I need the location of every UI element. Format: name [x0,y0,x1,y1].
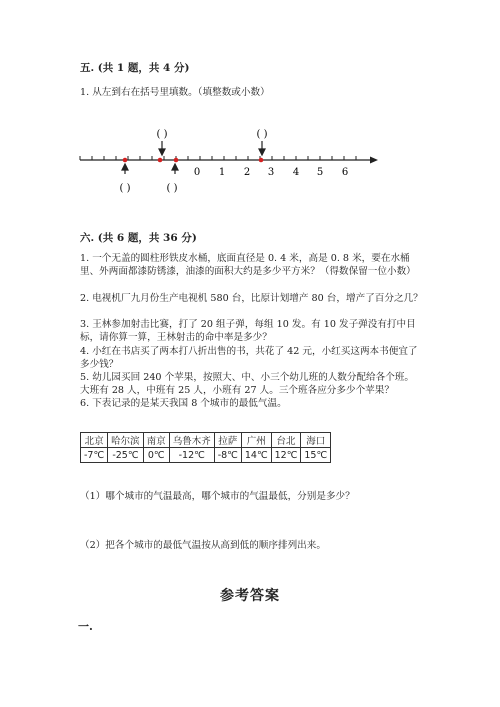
answers-section-1: 一. [78,620,93,633]
table-cell-temp: -25℃ [108,448,144,463]
tick-marks [80,156,356,160]
point-c [174,158,179,163]
section6-question-4: 4. 小红在书店买了两本打八折出售的书，共花了 42 元，小红买这两本书便宜了多少钱？ [80,346,418,370]
table-cell-city: 哈尔滨 [108,433,144,448]
section6-heading: 六. (共 6 题，共 36 分) [80,232,197,244]
blank-top-1: ( ) [156,129,168,140]
point-b [158,158,163,163]
point-d [259,158,264,163]
answers-title: 参考答案 [220,588,280,604]
blank-bottom-2: ( ) [166,183,178,194]
section6-question-6: 6. 下表记录的是某天我国 8 个城市的最低气温。 [80,398,287,409]
section5-heading: 五. (共 1 题，共 4 分) [80,62,190,74]
point-a [123,158,128,163]
table-cell-city: 广州 [241,433,271,448]
axis-label-2: 2 [243,167,251,178]
section6-subquestion-2: （2）把各个城市的最低气温按从高到低的顺序排列出来。 [80,540,326,551]
table-cell-temp: -12℃ [169,448,214,463]
table-row-temps [81,448,331,463]
axis-label-1: 1 [218,167,226,178]
table-cell-city: 北京 [81,433,108,448]
table-cell-temp: 12℃ [271,448,301,463]
axis-label-6: 6 [341,167,349,178]
table-cell-temp: -7℃ [81,448,108,463]
table-cell-city: 台北 [271,433,301,448]
section6-question-1: 1. 一个无盖的圆柱形铁皮水桶，底面直径是 0. 4 米，高是 0. 8 米，要在水桶里、外两面都漆防锈漆，油漆的面积大约是多少平方米？（得数保留一位小数） [80,253,416,277]
table-row-cities [81,433,331,448]
table-cell-city: 拉萨 [214,433,241,448]
blank-top-2: ( ) [256,129,268,140]
section6-question-5: 5. 幼儿园买回 240 个苹果，按照大、中、小三个幼儿班的人数分配给各个班。大班有 28 人，中班有 25 人，小班有 27 人。三个班各应分多少个苹果？ [80,372,415,396]
table-cell-temp: 0℃ [143,448,169,463]
axis-label-5: 5 [316,167,324,178]
number-line [0,125,500,195]
section6-question-2: 2. 电视机厂九月份生产电视机 580 台，比原计划增产 80 台，增产了百分之几？ [80,293,423,304]
axis-label-0: 0 [193,167,201,178]
table-cell-temp: -8℃ [214,448,241,463]
axis-label-3: 3 [267,167,275,178]
section6-subquestion-1: （1）哪个城市的气温最高，哪个城市的气温最低，分别是多少？ [80,491,355,502]
temperature-table [80,432,331,463]
table-cell-city: 南京 [143,433,169,448]
table-cell-temp: 15℃ [301,448,331,463]
section5-question-1: 1. 从左到右在括号里填数。（填整数或小数） [80,87,270,98]
blank-bottom-1: ( ) [119,183,131,194]
table-cell-city: 乌鲁木齐 [169,433,214,448]
section6-question-3: 3. 王林参加射击比赛，打了 20 组子弹，每组 10 发。有 10 发子弹没有打中目标，请你算一算，王林射击的命中率是多少？ [80,319,416,343]
table-cell-city: 海口 [301,433,331,448]
axis-label-4: 4 [292,167,300,178]
table-cell-temp: 14℃ [241,448,271,463]
